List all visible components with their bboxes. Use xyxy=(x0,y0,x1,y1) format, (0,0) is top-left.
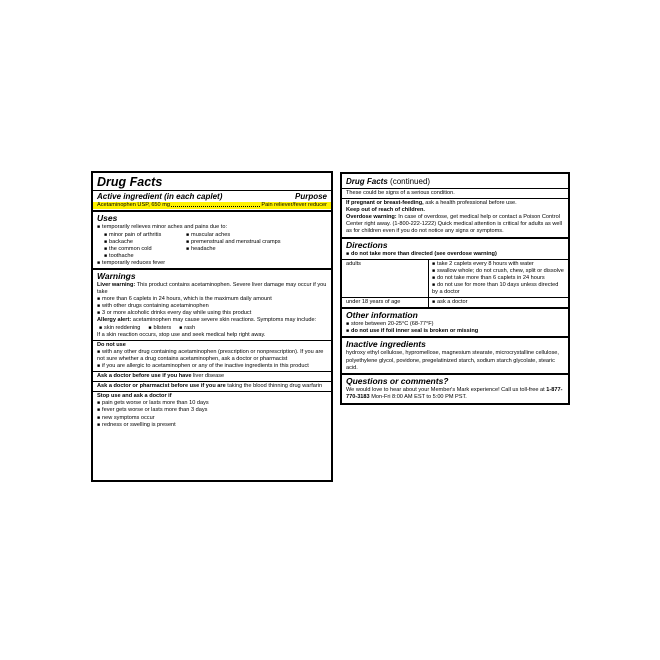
uses-item: ■ muscular aches xyxy=(186,232,327,239)
uses-heading: Uses xyxy=(97,213,118,224)
uses-item: ■ backache xyxy=(104,239,186,246)
phone-number: 1-877-770-3183 xyxy=(346,386,563,400)
active-ingredient-header xyxy=(97,192,327,202)
ask-pharmacist: Ask a doctor or pharmacist before use if you are taking the blood thinning drug warfarin xyxy=(97,383,323,390)
directions-under-label: under 18 years of age xyxy=(342,298,429,307)
overdose-warning: Overdose warning: In case of overdose, get medical help or contact a Poison Control Center right away. (1-800-222-1222) Quick medical attention is critical for adults as well as for children even if you do not notice any signs or symptoms. xyxy=(346,214,562,235)
uses-item: ■ toothache xyxy=(104,253,186,260)
do-not-use-item: ■ if you are allergic to acetaminophen or any of the inactive ingredients in this product xyxy=(97,363,327,370)
table-row xyxy=(342,298,568,307)
allergy-items: ■ skin reddening ■ blisters ■ rash xyxy=(97,325,327,332)
other-info-heading: Other information xyxy=(346,310,418,321)
uses-item: ■ the common cold xyxy=(104,246,186,253)
drug-facts-continued-panel xyxy=(340,172,570,405)
inactive-heading: Inactive ingredients xyxy=(346,339,426,350)
inactive-text: hydroxy ethyl cellulose, hypromellose, magnesium stearate, microcrystalline cellulose, polyethylene glycol, povidone, pregelatinized starch, sodium starch glycolate, stearic acid. xyxy=(346,350,559,371)
drug-facts-panel xyxy=(91,171,333,482)
stop-use-item: ■ redness or swelling is present xyxy=(97,422,327,429)
uses-item: ■ premenstrual and menstrual cramps xyxy=(186,239,327,246)
questions-text: We would love to hear about your Member's Mark experience! Call us toll-free at 1-877-770-3183 Mon-Fri 8:00 AM EST to 5:00 PM PST. xyxy=(346,386,563,400)
other-info-item: ■ store between 20-25°C (68-77°F) xyxy=(346,321,564,328)
stop-use-item: ■ fever gets worse or lasts more than 3 days xyxy=(97,407,327,414)
directions-item: ■ swallow whole; do not crush, chew, split or dissolve xyxy=(432,268,565,275)
allergy-after: If a skin reaction occurs, stop use and seek medical help right away. xyxy=(97,331,266,338)
drug-facts-continued-title: Drug Facts (continued) xyxy=(346,177,431,186)
directions-item: ■ take 2 caplets every 8 hours with water xyxy=(432,261,565,268)
ask-doctor: Ask a doctor before use if you have liver disease xyxy=(97,373,225,380)
directions-item: ■ ask a doctor xyxy=(432,299,565,306)
table-row xyxy=(342,260,568,298)
stop-use-heading: Stop use and ask a doctor if xyxy=(97,393,172,400)
liver-item: ■ with other drugs containing acetaminophen xyxy=(97,303,327,310)
directions-item: ■ do not take more than 6 caplets in 24 hours xyxy=(432,275,565,282)
active-ingredient-label: Active ingredient (in each caplet) xyxy=(97,192,223,201)
stop-use-item: ■ pain gets worse or lasts more than 10 days xyxy=(97,400,327,407)
pregnancy-warning: If pregnant or breast-feeding, ask a health professional before use. xyxy=(346,200,517,207)
liver-item: ■ 3 or more alcoholic drinks every day while using this product xyxy=(97,310,327,317)
serious-condition: These could be signs of a serious condition. xyxy=(346,190,455,196)
uses-item: ■ minor pain of arthritis xyxy=(104,232,186,239)
keep-out-of-reach: Keep out of reach of children. xyxy=(346,207,425,214)
directions-adults-label: adults xyxy=(342,260,429,297)
do-not-use-item: ■ with any other drug containing acetaminophen (prescription or nonprescription). If you are not sure whether a drug contains acetaminophen, ask a doctor or pharmacist xyxy=(97,349,327,363)
active-ingredient-row xyxy=(93,202,331,209)
stop-use-item: ■ new symptoms occur xyxy=(97,415,327,422)
uses-item: ■ headache xyxy=(186,246,327,253)
directions-table xyxy=(342,259,568,308)
active-ingredient-name: Acetaminophen USP, 650 mg xyxy=(97,202,170,208)
uses-fever: ■ temporarily reduces fever xyxy=(97,260,327,267)
uses-intro: ■ temporarily relieves minor aches and pains due to: xyxy=(97,224,327,231)
do-not-use-heading: Do not use xyxy=(97,341,126,348)
purpose-label: Purpose xyxy=(294,192,327,201)
directions-item: ■ do not use for more than 10 days unless directed by a doctor xyxy=(432,282,565,296)
active-ingredient-purpose: Pain reliever/fever reducer xyxy=(261,202,327,208)
warnings-heading: Warnings xyxy=(97,270,136,281)
questions-heading: Questions or comments? xyxy=(346,375,449,386)
liver-item: ■ more than 6 caplets in 24 hours, which is the maximum daily amount xyxy=(97,296,327,303)
allergy-alert: Allergy alert: acetaminophen may cause severe skin reactions. Symptoms may include: xyxy=(97,317,317,324)
drug-facts-title: Drug Facts xyxy=(97,175,163,189)
uses-list xyxy=(97,232,327,260)
other-info-item: ■ do not use if foil inner seal is broken or missing xyxy=(346,328,564,335)
liver-warning: Liver warning: This product contains acetaminophen. Severe liver damage may occur if you take xyxy=(97,281,327,296)
directions-warning: ■ do not take more than directed (see overdose warning) xyxy=(346,251,564,258)
directions-heading: Directions xyxy=(346,239,388,250)
